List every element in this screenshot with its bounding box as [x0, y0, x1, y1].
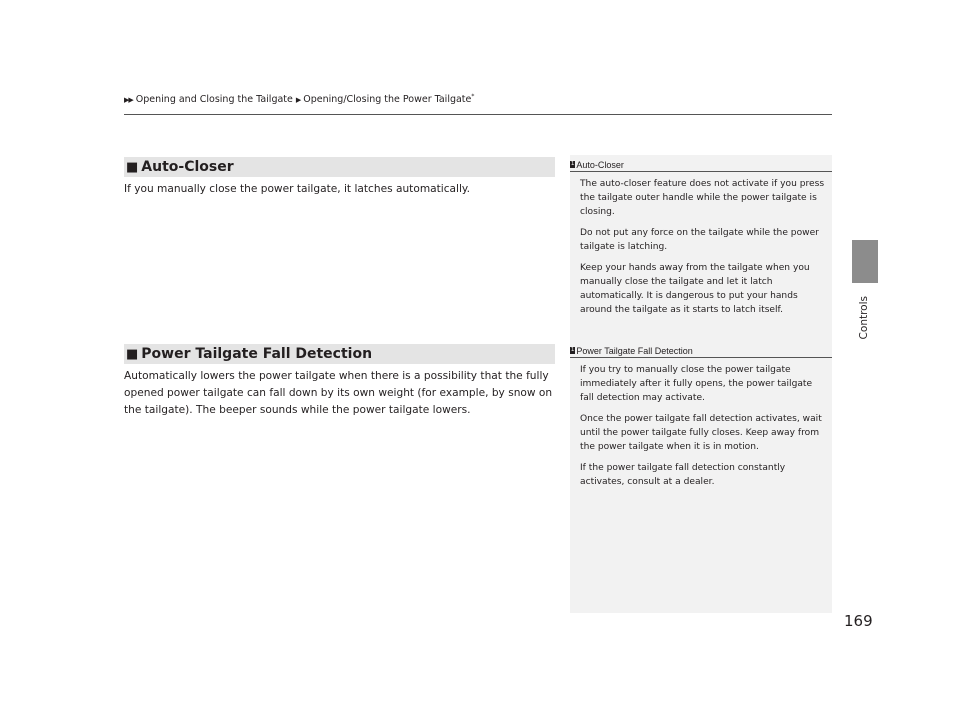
- note-title: Power Tailgate Fall Detection: [576, 346, 693, 356]
- note-line: the tailgate outer handle while the power tailgate is: [580, 193, 817, 203]
- body-line: Automatically lowers the power tailgate when there is a possibility that the fully: [124, 370, 549, 382]
- note-line: The auto-closer feature does not activate if you press: [580, 179, 825, 189]
- note-paragraph: [580, 412, 828, 454]
- section-body: If you manually close the power tailgate, it latches automatically.: [124, 183, 471, 195]
- note-line: manually close the tailgate and let it latch: [580, 277, 773, 287]
- section-title: Auto-Closer: [141, 159, 234, 175]
- breadcrumb: [124, 93, 474, 105]
- body-line: the tailgate). The beeper sounds while the power tailgate lowers.: [124, 404, 471, 416]
- section-body: [124, 368, 554, 419]
- note-paragraph: [580, 226, 828, 254]
- note-number-badge: 1: [571, 347, 575, 353]
- note-number-badge: 1: [571, 161, 575, 167]
- note-line: Do not put any force on the tailgate while the power: [580, 228, 819, 238]
- optional-mark: *: [471, 93, 475, 100]
- note-heading: [570, 343, 832, 358]
- note-fall-detection: [570, 343, 832, 489]
- double-arrow-icon: ▶▶: [124, 96, 133, 105]
- note-line: automatically. It is dangerous to put your hands: [580, 291, 798, 301]
- note-paragraph: [580, 363, 828, 405]
- note-line: If you try to manually close the power tailgate: [580, 365, 791, 375]
- section-heading-auto-closer: [124, 157, 555, 177]
- arrow-icon: ▶: [295, 96, 302, 105]
- chapter-tab-marker: [852, 240, 878, 283]
- note-line: Once the power tailgate fall detection activates, wait: [580, 414, 822, 424]
- body-line: opened power tailgate can fall down by its own weight (for example, by snow on: [124, 387, 553, 399]
- note-line: around the tailgate as it starts to latch itself.: [580, 305, 783, 315]
- note-line: tailgate is latching.: [580, 242, 668, 252]
- breadcrumb-item: Opening/Closing the Power Tailgate: [303, 94, 472, 106]
- note-line: If the power tailgate fall detection constantly: [580, 463, 786, 473]
- page-number: 169: [844, 612, 873, 630]
- note-paragraph: [580, 261, 828, 317]
- note-line: Keep your hands away from the tailgate when you: [580, 263, 810, 273]
- note-line: immediately after it fully opens, the power tailgate: [580, 379, 813, 389]
- square-bullet-icon: ■: [126, 159, 139, 175]
- note-line: closing.: [580, 207, 615, 217]
- note-auto-closer: [570, 157, 832, 317]
- note-paragraph: [580, 461, 828, 489]
- note-line: activates, consult at a dealer.: [580, 477, 715, 487]
- section-heading-fall-detection: [124, 344, 555, 364]
- chapter-label: Controls: [858, 296, 870, 340]
- note-heading: [570, 157, 832, 172]
- note-line: the power tailgate when it is in motion.: [580, 442, 759, 452]
- note-line: until the power tailgate fully closes. Keep away from: [580, 428, 820, 438]
- note-line: fall detection may activate.: [580, 393, 705, 403]
- square-bullet-icon: ■: [126, 346, 139, 362]
- note-paragraph: [580, 177, 828, 219]
- header-divider: [124, 114, 832, 115]
- section-title: Power Tailgate Fall Detection: [141, 346, 373, 362]
- breadcrumb-item: Opening and Closing the Tailgate: [135, 94, 293, 106]
- note-title: Auto-Closer: [576, 160, 624, 170]
